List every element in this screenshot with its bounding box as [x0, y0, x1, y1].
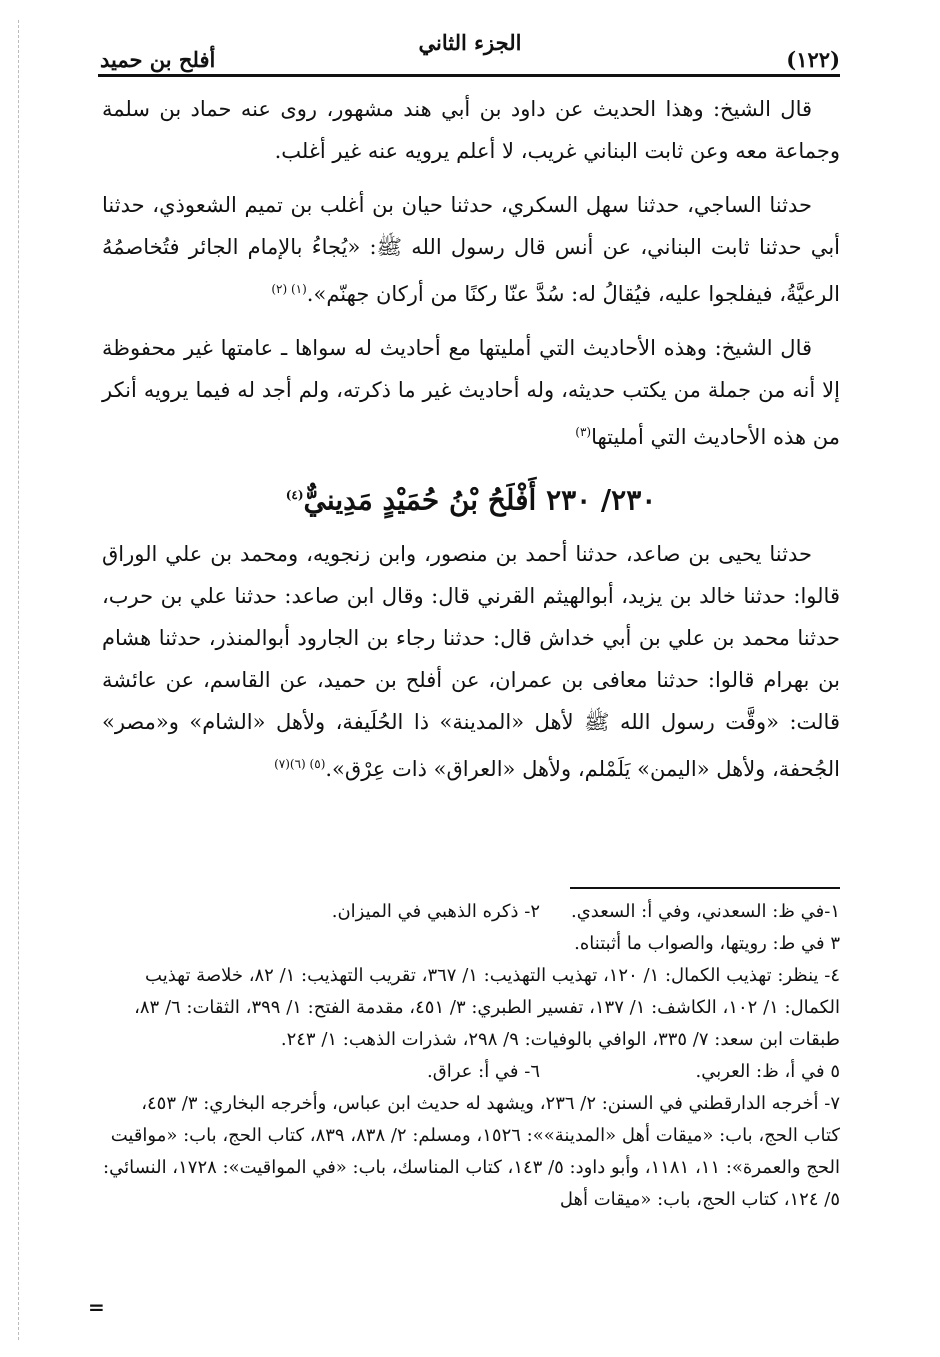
footnote-4: ٤- ينظر: تهذيب الكمال: ١/ ١٢٠، تهذيب التهذيب: ١/ ٣٦٧، تقريب التهذيب: ١/ ٨٢، خلاصة تهذيب الكمال: ١/ ١٠٢، الكاشف: ١/ ١٣٧، تفسير الطبري: ٣/ ٤٥١، مقدمة الفتح: ١/ ٣٩٩، الثقات: ٦/ ٨٣، طبقات ابن سعد: ٧/ ٣٣٥، الوافي بالوفيات: ٩/ ٢٩٨، شذرات الذهب: ١/ ٢٤٣. — [134, 965, 840, 1050]
page-header — [100, 28, 840, 72]
footnote-rule — [570, 887, 840, 889]
note-ref: (٤) — [285, 488, 304, 502]
paragraph-4: حدثنا يحيى بن صاعد، حدثنا أحمد بن منصور، وابن زنجويه، ومحمد بن علي الوراق قالوا: حدثنا خالد بن يزيد، أبوالهيثم القرني قال: وقال ابن صاعد: حدثنا علي بن حرب، حدثنا محمد بن علي بن أبي خداش قال: حدثنا رجاء بن الجارود أبوالمنذر، حدثنا هشام بن بهرام قالوا: حدثنا معافى بن عمران، عن أفلح بن حميد، عن القاسم، عن عائشة قالت: «وقَّت رسول الله ﷺ لأهل «المدينة» ذا الحُلَيفة، ولأهل «الشام» و«مصر» الجُحفة، ولأهل «اليمن» يَلَمْلم، ولأهل «العراق» ذات عِرْق».$^{(٥) (٦)(٧)}$ — [102, 542, 840, 782]
note-ref: (١) (٢) — [271, 282, 307, 296]
volume-title: الجزء الثاني — [418, 30, 522, 55]
footnote-row-1-2 — [102, 896, 840, 928]
note-ref: (٥) (٦)(٧) — [274, 757, 326, 772]
paragraph-3: قال الشيخ: وهذه الأحاديث التي أمليتها مع أحاديث له سواها ـ عامتها غير محفوظة إلا أنه من جملة من يكتب حديثه، وله أحاديث غير ما ذكرته، ولم أجد له فيما يرويه أنكر من هذه الأحاديث التي أمليتها$^{(٣)}$ — [102, 336, 840, 449]
footnote-7: ٧- أخرجه الدارقطني في السنن: ٢/ ٢٣٦، ويشهد له حديث ابن عباس، وأخرجه البخاري: ٣/ ٤٥٣، كتاب الحج، باب: «ميقات أهل «المدينة»»: ١٥٢٦، ومسلم: ٢/ ٨٣٨، ٨٣٩، كتاب الحج، باب: «مواقيت الحج والعمرة»: ١١، ١١٨١، وأبو داود: ٥/ ١٤٣، كتاب المناسك، باب: «في المواقيت»: ١٧٢٨، النسائي: ٥/ ١٢٤، كتاب الحج، باب: «ميقات أهل — [103, 1093, 840, 1210]
entry-title: أَفْلَحُ بْنُ حُمَيْدٍ مَدِينيٌّ — [303, 483, 537, 517]
scan-margin-line — [18, 20, 20, 1340]
footnote-6: ٦- في أ: عراق. — [427, 1061, 540, 1082]
entry-number: ٢٣٠/ ٢٣٠ — [546, 483, 657, 517]
footnote-3: ٣ في ط: رويتها، والصواب ما أثبتناه. — [574, 933, 840, 954]
page-number: (١٢٢) — [786, 47, 840, 72]
footnote-5: ٥ في أ، ظ: العربي. — [695, 1061, 840, 1082]
footnote-1: ١-في ظ: السعدني، وفي أ: السعدي. — [570, 901, 840, 922]
main-text — [102, 88, 840, 802]
footnotes — [102, 896, 840, 1216]
continuation-mark: = — [88, 1295, 105, 1319]
paragraph-2: حدثنا الساجي، حدثنا سهل السكري، حدثنا حيان بن أغلب بن تميم الشعوذي، حدثنا أبي حدثنا ثابت البناني، عن أنس قال رسول الله ﷺ: «يُجاءُ بالإمام الجائر فتُخاصمُهُ الرعيَّةُ، فيفلجوا عليه، فيُقالُ له: سُدَّ عنّا ركنًا من أركان جهنّم».$^{(١) (٢)}$ — [102, 193, 840, 306]
footnote-2: ٢- ذكره الذهبي في الميزان. — [331, 901, 540, 922]
running-entry-name: أفلح بن حميد — [100, 47, 216, 72]
footnote-row-5-6 — [102, 1056, 840, 1088]
note-ref: (٣) — [575, 425, 592, 439]
header-rule — [98, 74, 840, 77]
entry-heading — [102, 470, 840, 525]
paragraph-1: قال الشيخ: وهذا الحديث عن داود بن أبي هند مشهور، روى عنه حماد بن سلمة وجماعة معه وعن ثابت البناني غريب، لا أعلم يرويه عنه غير أغلب. — [102, 97, 840, 163]
